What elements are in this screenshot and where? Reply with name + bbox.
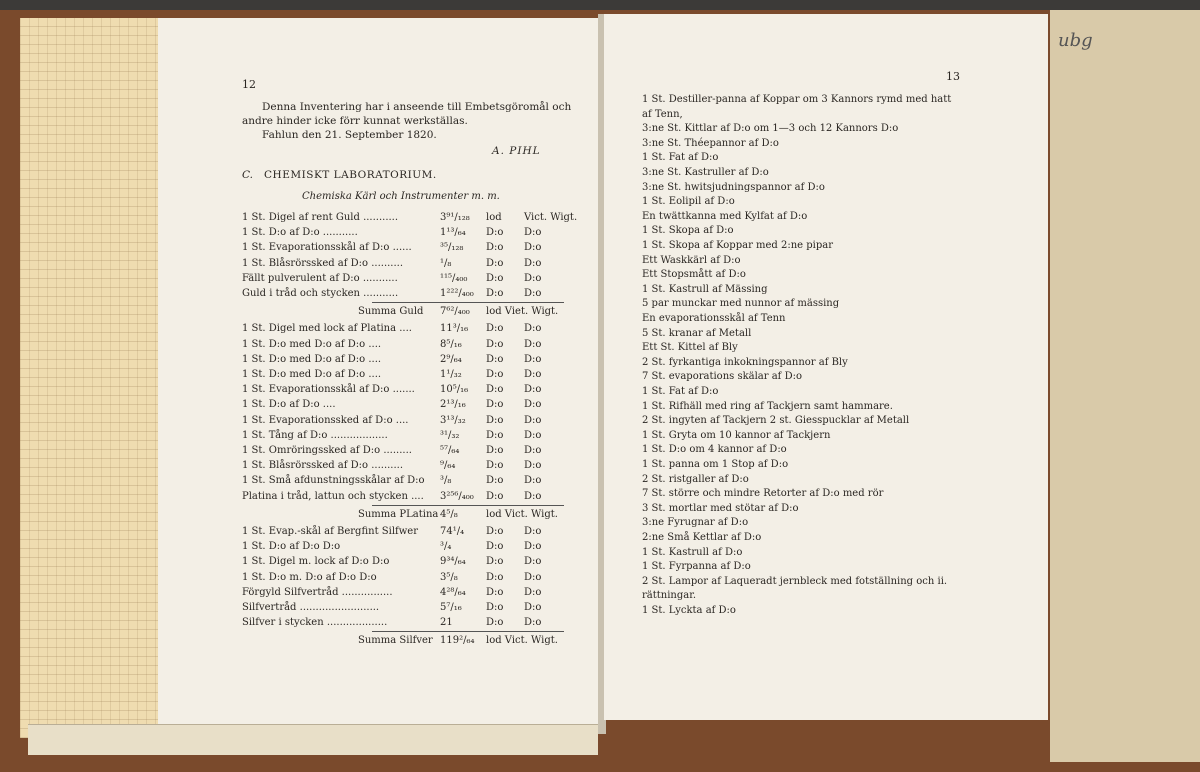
sum-rule	[372, 631, 564, 632]
platina-cell: 3²⁵⁶/₄₀₀	[440, 490, 474, 502]
gold-row	[242, 227, 564, 241]
platina-cell: D:o	[486, 338, 504, 350]
platina-cell: 1 St. Omröringssked af D:o .........	[242, 445, 412, 456]
gold-cell: lod	[486, 212, 502, 223]
section-title: CHEMISKT LABORATORIUM.	[264, 169, 437, 181]
page-edges	[28, 724, 598, 755]
silver-row	[242, 556, 564, 570]
gold-cell: D:o	[486, 288, 504, 299]
silver-cell: D:o	[524, 586, 542, 598]
silver-cell: 74¹/₄	[440, 526, 465, 537]
platina-cell: D:o	[486, 445, 504, 456]
silver-cell: 4²⁸/₆₄	[440, 586, 466, 598]
platina-cell: D:o	[524, 338, 542, 350]
gold-cell: 1 St. Evaporationsskål af D:o ......	[242, 242, 412, 254]
gold-row	[242, 273, 564, 287]
inventory-line: 3:ne St. Théepannor af D:o	[642, 137, 779, 149]
platina-row	[242, 445, 564, 459]
platina-cell: D:o	[524, 414, 542, 426]
inventory-line: 2 St. Lampor af Laqueradt jernbleck med fotställning och ii.	[642, 575, 948, 587]
ledger-sheet	[20, 18, 160, 738]
gold-cell: D:o	[486, 257, 504, 269]
inventory-line: 5 par munckar med nunnor af mässing	[642, 298, 840, 310]
silver-cell: 1 St. D:o af D:o D:o	[242, 541, 341, 553]
platina-cell: D:o	[524, 445, 542, 456]
platina-cell: D:o	[524, 429, 542, 441]
platina-cell: D:o	[486, 323, 504, 335]
section-subtitle: Chemiska Kärl och Instrumenter m. m.	[302, 191, 500, 202]
platina-cell: 11³/₁₆	[440, 323, 469, 335]
silver-cell: D:o	[524, 541, 542, 553]
silver-cell: D:o	[486, 541, 504, 553]
inventory-line: En evaporationsskål af Tenn	[642, 313, 786, 324]
platina-cell: D:o	[524, 475, 542, 487]
platina-cell: D:o	[524, 323, 542, 335]
platina-cell: D:o	[486, 490, 504, 502]
inventory-line: 7 St. större och mindre Retorter af D:o med rör	[642, 488, 884, 500]
inventory-line: 1 St. Destiller-panna af Koppar om 3 Kannors rymd med hatt	[642, 94, 952, 105]
platina-cell: D:o	[486, 384, 504, 396]
platina-cell: 10⁵/₁₆	[440, 384, 469, 396]
platina-cell: 2¹³/₁₆	[440, 399, 466, 411]
inventory-line: rättningar.	[642, 590, 697, 602]
platina-cell: D:o	[486, 414, 504, 426]
gold-cell: Vict. Wigt.	[524, 212, 578, 223]
silver-cell: Förgyld Silfvertråd ................	[242, 586, 393, 598]
platina-sum-cell: Summa PLatina	[358, 508, 439, 520]
silver-cell: 5⁷/₁₆	[440, 602, 462, 613]
silver-cell: D:o	[524, 571, 542, 583]
silver-cell: 9³⁴/₆₄	[440, 556, 466, 568]
inventory-line: 3:ne St. Kittlar af D:o om 1—3 och 12 Kannors D:o	[642, 123, 899, 135]
silver-cell: Silfver i stycken ...................	[242, 617, 388, 629]
platina-row	[242, 430, 564, 444]
silver-row	[242, 602, 564, 616]
silver-cell: D:o	[486, 602, 504, 613]
platina-row	[242, 415, 564, 429]
silver-sum-cell: lod Vict. Wigt.	[486, 635, 558, 647]
inventory-line: 2 St. ristgaller af D:o	[642, 473, 749, 485]
gold-sum-cell: Summa Guld	[358, 306, 424, 318]
intro-line-1: Denna Inventering har i anseende till Embetsgöromål och	[262, 101, 572, 113]
place-date: Fahlun den 21. September 1820.	[262, 129, 437, 141]
platina-cell: D:o	[486, 353, 504, 365]
platina-cell: 1 St. Evaporationssked af D:o ....	[242, 414, 409, 426]
platina-cell: 1 St. D:o med D:o af D:o ....	[242, 353, 382, 365]
gold-cell: D:o	[524, 272, 542, 284]
section-letter: C.	[242, 169, 253, 181]
silver-cell: D:o	[524, 602, 542, 613]
gold-cell: D:o	[524, 227, 542, 239]
platina-cell: D:o	[486, 399, 504, 411]
silver-cell: D:o	[486, 617, 504, 629]
inventory-line: 1 St. Fat af D:o	[642, 152, 719, 164]
gold-row	[242, 258, 564, 272]
inventory-line: 1 St. D:o om 4 kannor af D:o	[642, 444, 787, 456]
gold-cell: 1 St. D:o af D:o ...........	[242, 227, 358, 239]
inventory-line: Ett Waskkärl af D:o	[642, 254, 741, 266]
platina-cell: 1 St. Tång af D:o ..................	[242, 429, 388, 441]
back-cover-page	[1050, 10, 1200, 762]
gold-cell: ¹/₈	[440, 257, 452, 269]
silver-cell: 1 St. Evap.-skål af Bergfint Silfwer	[242, 526, 418, 537]
silver-cell: ³/₄	[440, 541, 452, 553]
inventory-line: 1 St. Rifhäll med ring af Tackjern samt hammare.	[642, 400, 893, 412]
platina-row	[242, 475, 564, 489]
silver-row	[242, 587, 564, 601]
platina-cell: 1 St. Evaporationsskål af D:o .......	[242, 384, 415, 396]
inventory-line: 1 St. Fat af D:o	[642, 386, 719, 397]
gold-cell: 1¹³/₆₄	[440, 227, 466, 239]
platina-cell: ⁵⁷/₆₄	[440, 445, 460, 456]
gold-cell: D:o	[486, 272, 504, 284]
platina-cell: D:o	[486, 475, 504, 487]
inventory-line: 2 St. fyrkantiga inkokningspannor af Bly	[642, 356, 848, 368]
platina-row	[242, 384, 564, 398]
inventory-line: Ett St. Kittel af Bly	[642, 342, 738, 354]
gold-sum-cell: lod Viet. Wigt.	[486, 306, 559, 318]
platina-cell: 1 St. D:o med D:o af D:o ....	[242, 338, 382, 350]
inventory-line: 3:ne Fyrugnar af D:o	[642, 517, 749, 529]
inventory-line: 2 St. ingyten af Tackjern 2 st. Giesspucklar af Metall	[642, 415, 910, 427]
gold-cell: ¹¹⁵/₄₀₀	[440, 272, 468, 284]
silver-cell: D:o	[486, 526, 504, 537]
gold-row	[242, 212, 578, 226]
platina-row	[242, 369, 564, 383]
silver-sum-cell: 119²/₆₄	[440, 635, 475, 647]
page-number-left: 12	[242, 78, 256, 91]
platina-cell: ³/₈	[440, 475, 452, 487]
silver-cell: 21	[440, 617, 453, 629]
inventory-line: 5 St. kranar af Metall	[642, 327, 752, 339]
platina-cell: 1 St. Digel med lock af Platina ....	[242, 323, 412, 335]
silver-sum-row	[242, 635, 564, 649]
signature: A. PIHL	[492, 145, 541, 157]
platina-cell: 1 St. Blåsrörssked af D:o ..........	[242, 460, 404, 472]
platina-row	[242, 460, 564, 474]
gold-cell: D:o	[524, 288, 542, 299]
platina-cell: 2⁹/₆₄	[440, 353, 462, 365]
gold-cell: D:o	[524, 257, 542, 269]
platina-cell: D:o	[486, 429, 504, 441]
platina-cell: D:o	[524, 399, 542, 411]
gold-cell: 1 St. Digel af rent Guld ...........	[242, 212, 399, 223]
inventory-line: 3:ne St. Kastruller af D:o	[642, 167, 769, 178]
page-number-right: 13	[946, 70, 960, 83]
platina-cell: D:o	[524, 460, 542, 472]
platina-row	[242, 491, 564, 505]
inventory-line: 1 St. Eolipil af D:o	[642, 196, 735, 208]
platina-sum-row	[242, 509, 564, 523]
sum-rule	[372, 302, 564, 303]
silver-cell: 1 St. Digel m. lock af D:o D:o	[242, 556, 390, 568]
platina-cell: 1 St. D:o med D:o af D:o ....	[242, 369, 382, 380]
platina-row	[242, 399, 564, 413]
inventory-line: 1 St. Kastrull af Mässing	[642, 283, 768, 295]
platina-cell: D:o	[524, 369, 542, 380]
inventory-line: 1 St. panna om 1 Stop af D:o	[642, 459, 789, 470]
inventory-line: 1 St. Fyrpanna af D:o	[642, 561, 751, 573]
silver-cell: Silfvertråd .........................	[242, 602, 380, 613]
inventory-line: 1 St. Skopa af D:o	[642, 225, 734, 237]
silver-row	[242, 572, 564, 586]
gold-cell: D:o	[524, 242, 542, 254]
platina-cell: 8⁵/₁₆	[440, 338, 462, 350]
platina-cell: D:o	[486, 369, 504, 380]
inventory-line: 1 St. Kastrull af D:o	[642, 546, 743, 558]
gold-cell: D:o	[486, 227, 504, 239]
gold-cell: ³⁵/₁₂₈	[440, 242, 464, 254]
silver-cell: D:o	[524, 617, 542, 629]
gold-cell: Guld i tråd och stycken ...........	[242, 288, 399, 299]
platina-cell: 3¹³/₃₂	[440, 414, 466, 426]
platina-cell: Platina i tråd, lattun och stycken ....	[242, 490, 424, 502]
silver-row	[242, 617, 564, 631]
silver-sum-cell: Summa Silfver	[358, 635, 433, 647]
silver-cell: 3⁵/₈	[440, 571, 458, 583]
gold-sum-cell: 7⁶²/₄₀₀	[440, 306, 470, 318]
gold-row	[242, 288, 564, 302]
inventory-line: af Tenn,	[642, 108, 683, 120]
inventory-line: 2:ne Små Kettlar af D:o	[642, 532, 762, 543]
platina-cell: D:o	[486, 460, 504, 472]
platina-cell: ⁹/₆₄	[440, 460, 456, 472]
platina-cell: D:o	[524, 353, 542, 365]
inventory-line: 3 St. mortlar med stötar af D:o	[642, 502, 799, 514]
silver-cell: D:o	[486, 556, 504, 568]
silver-row	[242, 541, 564, 555]
inventory-line: 1 St. Lyckta af D:o	[642, 605, 736, 616]
platina-row	[242, 339, 564, 353]
gold-sum-row	[242, 306, 564, 320]
platina-sum-cell: 4⁵/₈	[440, 508, 458, 520]
silver-cell: D:o	[486, 586, 504, 598]
gold-cell: 1 St. Blåsrörssked af D:o ..........	[242, 257, 404, 269]
platina-cell: D:o	[524, 490, 542, 502]
platina-sum-cell: lod Vict. Wigt.	[486, 508, 558, 520]
silver-cell: D:o	[486, 571, 504, 583]
gold-row	[242, 242, 564, 256]
inventory-line: En twättkanna med Kylfat af D:o	[642, 210, 808, 222]
sum-rule	[372, 505, 564, 506]
inventory-line: 1 St. Skopa af Koppar med 2:ne pipar	[642, 240, 834, 251]
handwritten-mark: ubg	[1058, 30, 1093, 51]
silver-cell: D:o	[524, 526, 542, 537]
platina-row	[242, 323, 564, 337]
platina-cell: 1 St. Små afdunstningsskålar af D:o	[242, 475, 425, 487]
gold-cell: Fällt pulverulent af D:o ...........	[242, 272, 398, 284]
platina-cell: ³¹/₃₂	[440, 429, 460, 441]
inventory-line: 3:ne St. hwitsjudningspannor af D:o	[642, 181, 825, 193]
silver-cell: D:o	[524, 556, 542, 568]
inventory-line: Ett Stopsmått af D:o	[642, 269, 746, 281]
gold-cell: 1²²²/₄₀₀	[440, 288, 474, 299]
inventory-line: 1 St. Gryta om 10 kannor af Tackjern	[642, 429, 831, 441]
intro-line-2: andre hinder icke förr kunnat werkställas.	[242, 115, 468, 127]
platina-cell: 1¹/₃₂	[440, 369, 462, 380]
platina-cell: D:o	[524, 384, 542, 396]
silver-row	[242, 526, 564, 540]
gold-cell: D:o	[486, 242, 504, 254]
platina-row	[242, 354, 564, 368]
platina-cell: 1 St. D:o af D:o ....	[242, 399, 336, 411]
inventory-line: 7 St. evaporations skälar af D:o	[642, 371, 802, 383]
gold-cell: 3⁹¹/₁₂₈	[440, 212, 470, 223]
silver-cell: 1 St. D:o m. D:o af D:o D:o	[242, 571, 377, 583]
